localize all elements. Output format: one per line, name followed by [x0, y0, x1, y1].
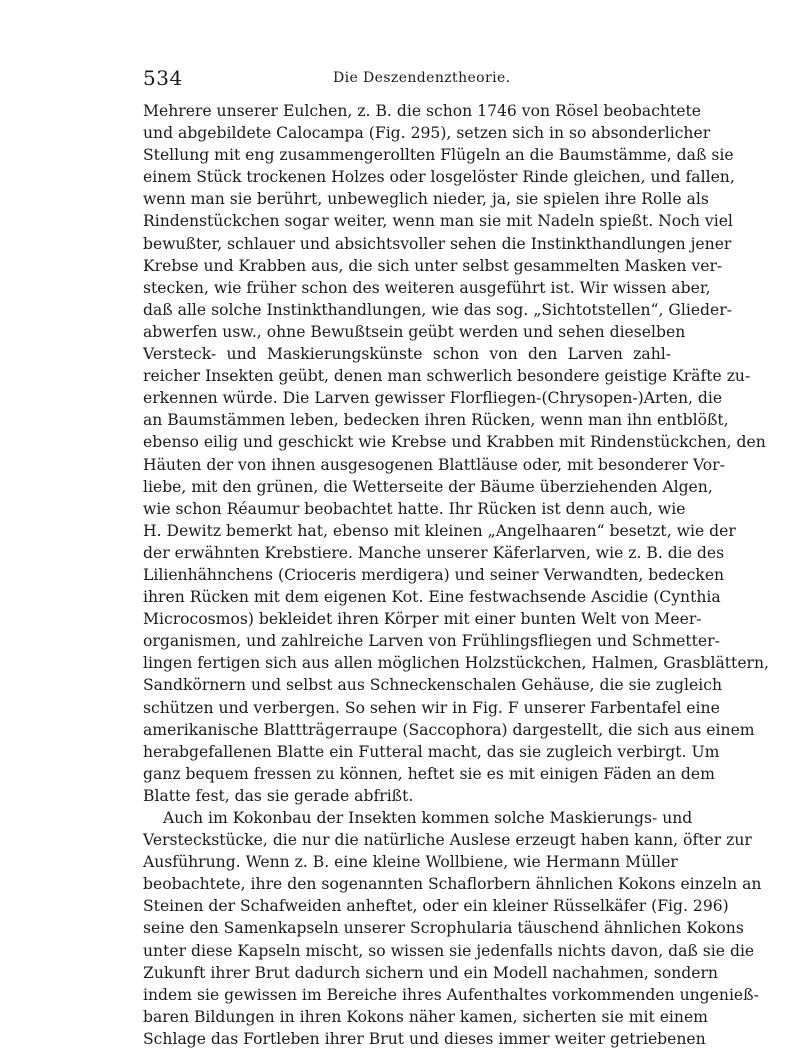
text-line: amerikanische Blattträgerraupe (Saccophora) dargestellt, die sich aus einem — [143, 720, 755, 739]
text-line: Häuten der von ihnen ausgesogenen Blattläuse oder, mit besonderer Vor- — [143, 455, 725, 474]
text-line: ebenso eilig und geschickt wie Krebse und Krabben mit Rindenstückchen, den — [143, 433, 766, 452]
text-line: Microcosmos) bekleidet ihren Körper mit einer bunten Welt von Meer- — [143, 610, 702, 629]
text-line: daß alle solche Instinkthandlungen, wie das sog. „Sichtotstellen“, Glieder- — [143, 300, 732, 319]
text-line: schützen und verbergen. So sehen wir in Fig. F unserer Farbentafel eine — [143, 698, 720, 717]
text-line: Zukunft ihrer Brut dadurch sichern und ein Modell nachahmen, sondern — [143, 963, 718, 982]
text-line: wenn man sie berührt, unbeweglich nieder, ja, sie spielen ihre Rolle als — [143, 190, 709, 209]
text-line: Schlage das Fortleben ihrer Brut und dieses immer weiter getriebenen — [143, 1029, 706, 1048]
text-line: einem Stück trockenen Holzes oder losgelöster Rinde gleichen, und fallen, — [143, 168, 735, 187]
text-line: erkennen würde. Die Larven gewisser Florfliegen-(Chrysopen-)Arten, die — [143, 389, 723, 408]
text-line: Krebse und Krabben aus, die sich unter selbst gesammelten Masken ver- — [143, 256, 723, 275]
text-line: abwerfen usw., ohne Bewußtsein geübt werden und sehen dieselben — [143, 322, 686, 341]
text-line: herabgefallenen Blatte ein Futteral macht, das sie zugleich verbirgt. Um — [143, 742, 720, 761]
text-line: Versteckstücke, die nur die natürliche Auslese erzeugt haben kann, öfter zur — [143, 831, 752, 850]
text-line: liebe, mit den grünen, die Wetterseite der Bäume überziehenden Algen, — [143, 477, 713, 496]
running-head: Die Deszendenztheorie. — [333, 70, 511, 86]
text-line: seine den Samenkapseln unserer Scrophularia täuschend ähnlichen Kokons — [143, 919, 744, 938]
text-line: Mehrere unserer Eulchen, z. B. die schon 1746 von Rösel beobachtete — [143, 102, 701, 120]
text-line: Ausführung. Wenn z. B. eine kleine Wollbiene, wie Hermann Müller — [143, 853, 678, 872]
text-line: Rindenstückchen sogar weiter, wenn man sie mit Nadeln spießt. Noch viel — [143, 212, 733, 231]
text-line: unter diese Kapseln mischt, so wissen sie jedenfalls nichts davon, daß sie die — [143, 941, 755, 960]
text-line: reicher Insekten geübt, denen man schwerlich besondere geistige Kräfte zu- — [143, 367, 751, 386]
text-line: Stellung mit eng zusammengerollten Flügeln an die Baumstämme, daß sie — [143, 146, 734, 165]
text-line: ganz bequem fressen zu können, heftet sie es mit einigen Fäden an dem — [143, 764, 715, 783]
paragraph — [143, 807, 762, 1050]
text-line: bewußter, schlauer und absichtsvoller sehen die Instinkthandlungen jener — [143, 234, 732, 253]
text-line: wie schon Réaumur beobachtet hatte. Ihr Rücken ist denn auch, wie — [143, 499, 686, 518]
text-line: Blatte fest, das sie gerade abfrißt. — [143, 786, 414, 805]
text-line: organismen, und zahlreiche Larven von Frühlingsfliegen und Schmetter- — [143, 632, 720, 651]
text-line: baren Bildungen in ihren Kokons näher kamen, sicherten sie mit einem — [143, 1007, 708, 1026]
text-line: H. Dewitz bemerkt hat, ebenso mit kleinen „Angelhaaren“ besetzt, wie der — [143, 521, 736, 540]
page-header — [143, 66, 672, 92]
text-line: Versteck- und Maskierungskünste schon von den Larven zahl- — [143, 345, 671, 364]
text-line: stecken, wie früher schon des weiteren ausgeführt ist. Wir wissen aber, — [143, 278, 711, 297]
body-text — [143, 100, 769, 1050]
text-line: der erwähnten Krebstiere. Manche unserer Käferlarven, wie z. B. die des — [143, 543, 725, 562]
text-line: an Baumstämmen leben, bedecken ihren Rücken, wenn man ihn entblößt, — [143, 411, 729, 430]
text-line: Sandkörnern und selbst aus Schneckenschalen Gehäuse, die sie zugleich — [143, 676, 723, 695]
text-line: und abgebildete Calocampa (Fig. 295), setzen sich in so absonderlicher — [143, 124, 711, 143]
text-line: lingen fertigen sich aus allen möglichen Holzstückchen, Halmen, Grasblättern, — [143, 654, 769, 673]
paragraph — [143, 100, 769, 807]
text-line: beobachtete, ihre den sogenannten Schaflorbern ähnlichen Kokons einzeln an — [143, 875, 762, 894]
text-line: ihren Rücken mit dem eigenen Kot. Eine festwachsende Ascidie (Cynthia — [143, 588, 721, 607]
page-number: 534 — [143, 66, 183, 90]
text-line: Steinen der Schafweiden anheftet, oder ein kleiner Rüsselkäfer (Fig. 296) — [143, 897, 729, 916]
text-line: indem sie gewissen im Bereiche ihres Aufenthaltes vorkommenden ungenieß- — [143, 985, 759, 1004]
text-line: Auch im Kokonbau der Insekten kommen solche Maskierungs- und — [163, 809, 693, 827]
text-line: Lilienhähnchens (Crioceris merdigera) und seiner Verwandten, bedecken — [143, 565, 725, 584]
